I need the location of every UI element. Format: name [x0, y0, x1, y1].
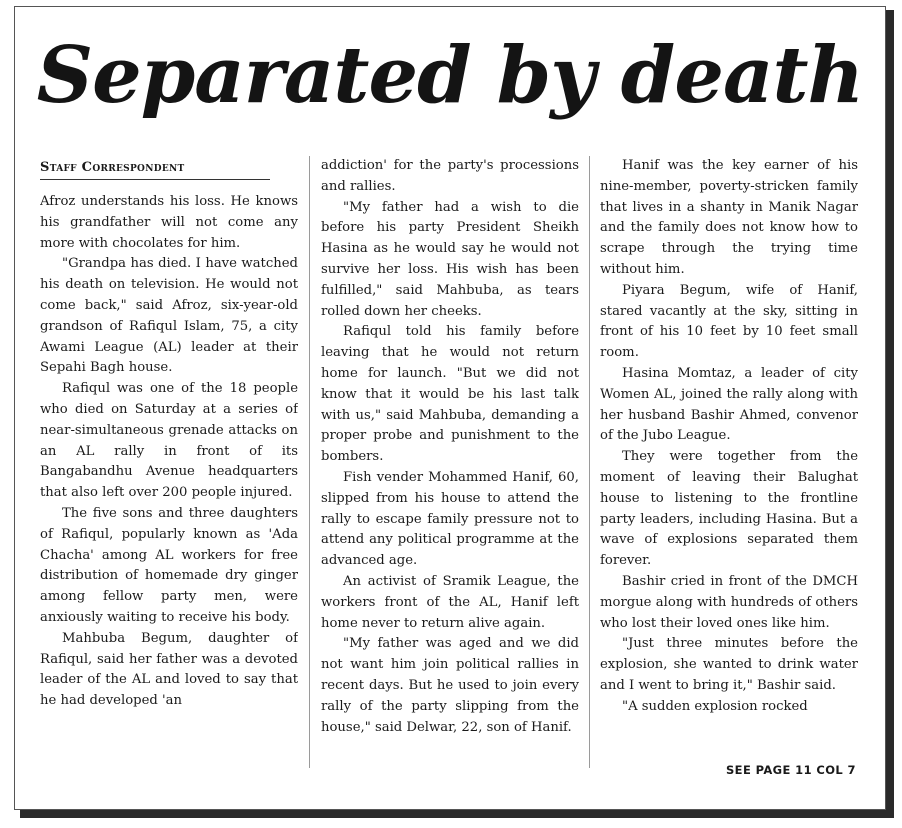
paragraph: Rafiqul told his family before leaving that he would not return home for launch. "But we did not know that it would be his last talk with us," said Mahbuba, demanding a proper probe and punishment to the bombers. — [321, 324, 579, 465]
paragraph: Afroz understands his loss. He knows his grandfather will not come any more with chocolates for him. — [40, 194, 298, 251]
paragraph: Rafiqul was one of the 18 people who died on Saturday at a series of near-simultaneous grenade attacks on an AL rally in front of its Bangabandhu Avenue headquarters that also left over 200 people injured. — [40, 381, 298, 501]
paragraph: "Grandpa has died. I have watched his death on television. He would not come back," said Afroz, six-year-old grandson of Rafiqul Islam, 75, a city Awami League (AL) leader at their Sepahi Bagh house. — [40, 256, 298, 376]
column-3 — [600, 156, 858, 776]
paragraph: Hanif was the key earner of his nine-member, poverty-stricken family that lives in a shanty in Manik Nagar and the family does not know how to scrape through the trying time without him. — [600, 158, 858, 277]
frame-shadow-bottom — [20, 810, 894, 818]
paragraph: Fish vender Mohammed Hanif, 60, slipped from his house to attend the rally to escape family pressure not to attend any political programme at the advanced age. — [321, 469, 579, 569]
paragraph: "A sudden explosion rocked — [622, 698, 808, 714]
paragraph: Bashir cried in front of the DMCH morgue along with hundreds of others who lost their loved ones like him. — [600, 573, 858, 631]
byline-text: Staff Correspondent — [40, 160, 185, 175]
headline: Separated by death — [36, 30, 864, 121]
paragraph: The five sons and three daughters of Rafiqul, popularly known as 'Ada Chacha' among AL workers for free distribution of homemade dry ginger among fellow party men, were anxiously waiting to receive his body. — [40, 505, 298, 625]
column-1 — [40, 156, 298, 776]
paragraph: "Just three minutes before the explosion, she wanted to drink water and I went to bring it," Bashir said. — [600, 636, 858, 693]
paragraph: Piyara Begum, wife of Hanif, stared vacantly at the sky, sitting in front of his 10 feet by 10 feet small room. — [600, 282, 858, 361]
paragraph: An activist of Sramik League, the workers front of the AL, Hanif left home never to return alive again. — [321, 573, 579, 631]
article-body — [40, 156, 862, 776]
paragraph: Hasina Momtaz, a leader of city Women AL, joined the rally along with her husband Bashir Ahmed, convenor of the Jubo League. — [600, 365, 858, 444]
column-2 — [321, 156, 579, 776]
paragraph: Mahbuba Begum, daughter of Rafiqul, said her father was a devoted leader of the AL and loved to say that he had developed 'an — [40, 630, 298, 709]
column-rule — [589, 156, 590, 768]
column-rule — [309, 156, 310, 768]
frame-shadow-right — [886, 10, 894, 818]
jump-line: SEE PAGE 11 COL 7 — [726, 763, 856, 777]
paragraph: They were together from the moment of leaving their Balughat house to listening to the frontline party leaders, including Hasina. But a wave of explosions separated them forever. — [600, 449, 858, 569]
byline — [40, 159, 270, 180]
paragraph: "My father had a wish to die before his party President Sheikh Hasina as he would say he would not survive her loss. His wish has been fulfilled," said Mahbuba, as tears rolled down her cheeks. — [321, 199, 579, 319]
paragraph: addiction' for the party's processions and rallies. — [321, 158, 579, 194]
paragraph: "My father was aged and we did not want him join political rallies in recent days. But he used to join every rally of the party slipping from the house," said Delwar, 22, son of Hanif. — [321, 636, 579, 735]
